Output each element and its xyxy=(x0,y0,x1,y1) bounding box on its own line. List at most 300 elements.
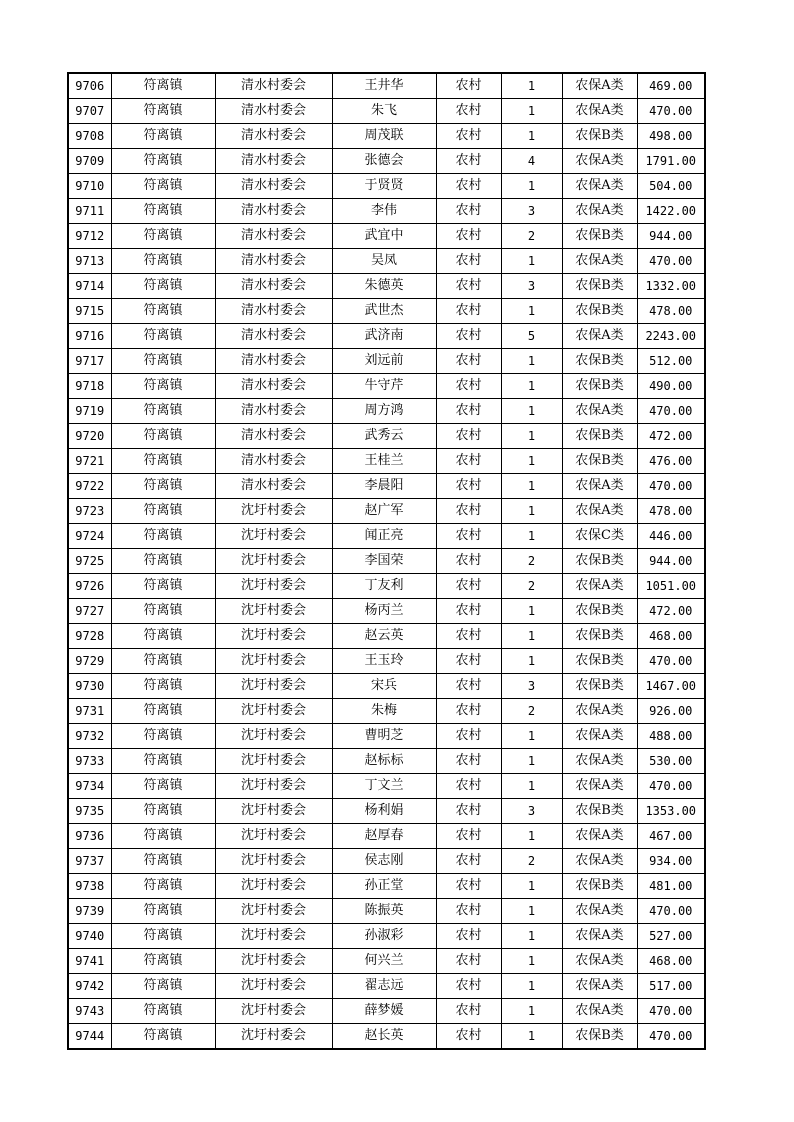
insurance-class-cell: 农保A类 xyxy=(562,824,637,849)
table-row xyxy=(68,549,705,574)
amount-cell: 470.00 xyxy=(637,249,705,274)
insurance-class-cell: 农保A类 xyxy=(562,73,637,99)
table-row xyxy=(68,649,705,674)
town-cell: 符离镇 xyxy=(111,949,215,974)
insurance-class-cell: 农保A类 xyxy=(562,849,637,874)
insurance-class-cell: 农保A类 xyxy=(562,774,637,799)
town-cell: 符离镇 xyxy=(111,399,215,424)
table-row xyxy=(68,73,705,99)
data-table xyxy=(67,72,706,1050)
village-committee-cell: 沈圩村委会 xyxy=(215,524,332,549)
town-cell: 符离镇 xyxy=(111,999,215,1024)
household-size-cell: 1 xyxy=(501,1024,562,1050)
household-size-cell: 1 xyxy=(501,874,562,899)
town-cell: 符离镇 xyxy=(111,199,215,224)
table-row xyxy=(68,574,705,599)
area-type-cell: 农村 xyxy=(436,549,501,574)
insurance-class-cell: 农保B类 xyxy=(562,424,637,449)
household-size-cell: 1 xyxy=(501,124,562,149)
insurance-class-cell: 农保B类 xyxy=(562,449,637,474)
insurance-class-cell: 农保C类 xyxy=(562,524,637,549)
table-row xyxy=(68,399,705,424)
area-type-cell: 农村 xyxy=(436,724,501,749)
area-type-cell: 农村 xyxy=(436,899,501,924)
name-cell: 王井华 xyxy=(332,73,436,99)
area-type-cell: 农村 xyxy=(436,474,501,499)
insurance-class-cell: 农保B类 xyxy=(562,599,637,624)
table-row xyxy=(68,474,705,499)
table-row xyxy=(68,99,705,124)
name-cell: 丁友利 xyxy=(332,574,436,599)
row-id-cell: 9735 xyxy=(68,799,111,824)
row-id-cell: 9717 xyxy=(68,349,111,374)
row-id-cell: 9712 xyxy=(68,224,111,249)
household-size-cell: 1 xyxy=(501,624,562,649)
name-cell: 杨利娟 xyxy=(332,799,436,824)
name-cell: 杨丙兰 xyxy=(332,599,436,624)
town-cell: 符离镇 xyxy=(111,524,215,549)
name-cell: 武济南 xyxy=(332,324,436,349)
household-size-cell: 1 xyxy=(501,749,562,774)
town-cell: 符离镇 xyxy=(111,849,215,874)
insurance-class-cell: 农保A类 xyxy=(562,999,637,1024)
village-committee-cell: 清水村委会 xyxy=(215,449,332,474)
insurance-class-cell: 农保A类 xyxy=(562,899,637,924)
area-type-cell: 农村 xyxy=(436,599,501,624)
name-cell: 朱飞 xyxy=(332,99,436,124)
insurance-class-cell: 农保A类 xyxy=(562,249,637,274)
insurance-class-cell: 农保A类 xyxy=(562,174,637,199)
amount-cell: 478.00 xyxy=(637,299,705,324)
insurance-class-cell: 农保A类 xyxy=(562,474,637,499)
table-row xyxy=(68,1024,705,1050)
amount-cell: 498.00 xyxy=(637,124,705,149)
area-type-cell: 农村 xyxy=(436,274,501,299)
household-size-cell: 1 xyxy=(501,474,562,499)
town-cell: 符离镇 xyxy=(111,749,215,774)
insurance-class-cell: 农保B类 xyxy=(562,674,637,699)
amount-cell: 1791.00 xyxy=(637,149,705,174)
insurance-class-cell: 农保B类 xyxy=(562,374,637,399)
amount-cell: 926.00 xyxy=(637,699,705,724)
town-cell: 符离镇 xyxy=(111,649,215,674)
area-type-cell: 农村 xyxy=(436,374,501,399)
row-id-cell: 9733 xyxy=(68,749,111,774)
town-cell: 符离镇 xyxy=(111,349,215,374)
village-committee-cell: 清水村委会 xyxy=(215,99,332,124)
name-cell: 赵广军 xyxy=(332,499,436,524)
table-row xyxy=(68,924,705,949)
area-type-cell: 农村 xyxy=(436,674,501,699)
household-size-cell: 1 xyxy=(501,73,562,99)
table-row xyxy=(68,124,705,149)
insurance-class-cell: 农保A类 xyxy=(562,499,637,524)
name-cell: 武秀云 xyxy=(332,424,436,449)
area-type-cell: 农村 xyxy=(436,1024,501,1050)
village-committee-cell: 沈圩村委会 xyxy=(215,724,332,749)
area-type-cell: 农村 xyxy=(436,949,501,974)
area-type-cell: 农村 xyxy=(436,449,501,474)
area-type-cell: 农村 xyxy=(436,799,501,824)
table-row xyxy=(68,274,705,299)
amount-cell: 488.00 xyxy=(637,724,705,749)
household-size-cell: 3 xyxy=(501,674,562,699)
household-size-cell: 4 xyxy=(501,149,562,174)
village-committee-cell: 清水村委会 xyxy=(215,249,332,274)
town-cell: 符离镇 xyxy=(111,924,215,949)
amount-cell: 481.00 xyxy=(637,874,705,899)
household-size-cell: 1 xyxy=(501,999,562,1024)
row-id-cell: 9732 xyxy=(68,724,111,749)
name-cell: 赵标标 xyxy=(332,749,436,774)
row-id-cell: 9744 xyxy=(68,1024,111,1050)
household-size-cell: 1 xyxy=(501,949,562,974)
area-type-cell: 农村 xyxy=(436,624,501,649)
household-size-cell: 2 xyxy=(501,574,562,599)
table-row xyxy=(68,249,705,274)
household-size-cell: 1 xyxy=(501,349,562,374)
table-row xyxy=(68,599,705,624)
amount-cell: 1353.00 xyxy=(637,799,705,824)
table-row xyxy=(68,524,705,549)
table-row xyxy=(68,774,705,799)
town-cell: 符离镇 xyxy=(111,724,215,749)
household-size-cell: 1 xyxy=(501,299,562,324)
town-cell: 符离镇 xyxy=(111,474,215,499)
table-row xyxy=(68,674,705,699)
town-cell: 符离镇 xyxy=(111,624,215,649)
town-cell: 符离镇 xyxy=(111,249,215,274)
amount-cell: 467.00 xyxy=(637,824,705,849)
insurance-class-cell: 农保B类 xyxy=(562,549,637,574)
household-size-cell: 3 xyxy=(501,199,562,224)
village-committee-cell: 清水村委会 xyxy=(215,424,332,449)
village-committee-cell: 清水村委会 xyxy=(215,149,332,174)
household-size-cell: 1 xyxy=(501,99,562,124)
village-committee-cell: 沈圩村委会 xyxy=(215,899,332,924)
table-row xyxy=(68,149,705,174)
village-committee-cell: 沈圩村委会 xyxy=(215,949,332,974)
amount-cell: 478.00 xyxy=(637,499,705,524)
amount-cell: 1467.00 xyxy=(637,674,705,699)
village-committee-cell: 清水村委会 xyxy=(215,324,332,349)
name-cell: 闻正亮 xyxy=(332,524,436,549)
table-row xyxy=(68,349,705,374)
town-cell: 符离镇 xyxy=(111,149,215,174)
table-row xyxy=(68,974,705,999)
table-row xyxy=(68,374,705,399)
row-id-cell: 9734 xyxy=(68,774,111,799)
name-cell: 翟志远 xyxy=(332,974,436,999)
row-id-cell: 9721 xyxy=(68,449,111,474)
village-committee-cell: 沈圩村委会 xyxy=(215,574,332,599)
village-committee-cell: 清水村委会 xyxy=(215,349,332,374)
name-cell: 张德会 xyxy=(332,149,436,174)
amount-cell: 527.00 xyxy=(637,924,705,949)
village-committee-cell: 沈圩村委会 xyxy=(215,799,332,824)
insurance-class-cell: 农保A类 xyxy=(562,749,637,774)
name-cell: 武世杰 xyxy=(332,299,436,324)
town-cell: 符离镇 xyxy=(111,449,215,474)
table-row xyxy=(68,224,705,249)
insurance-class-cell: 农保B类 xyxy=(562,649,637,674)
town-cell: 符离镇 xyxy=(111,324,215,349)
name-cell: 武宜中 xyxy=(332,224,436,249)
amount-cell: 470.00 xyxy=(637,649,705,674)
row-id-cell: 9742 xyxy=(68,974,111,999)
village-committee-cell: 沈圩村委会 xyxy=(215,824,332,849)
table-row xyxy=(68,299,705,324)
name-cell: 王桂兰 xyxy=(332,449,436,474)
insurance-class-cell: 农保A类 xyxy=(562,574,637,599)
row-id-cell: 9718 xyxy=(68,374,111,399)
area-type-cell: 农村 xyxy=(436,299,501,324)
insurance-class-cell: 农保A类 xyxy=(562,399,637,424)
amount-cell: 470.00 xyxy=(637,999,705,1024)
area-type-cell: 农村 xyxy=(436,749,501,774)
row-id-cell: 9719 xyxy=(68,399,111,424)
table-row xyxy=(68,799,705,824)
row-id-cell: 9739 xyxy=(68,899,111,924)
amount-cell: 470.00 xyxy=(637,1024,705,1050)
village-committee-cell: 沈圩村委会 xyxy=(215,499,332,524)
row-id-cell: 9713 xyxy=(68,249,111,274)
table-row xyxy=(68,724,705,749)
name-cell: 周茂联 xyxy=(332,124,436,149)
town-cell: 符离镇 xyxy=(111,374,215,399)
village-committee-cell: 清水村委会 xyxy=(215,374,332,399)
village-committee-cell: 沈圩村委会 xyxy=(215,1024,332,1050)
town-cell: 符离镇 xyxy=(111,124,215,149)
insurance-class-cell: 农保A类 xyxy=(562,949,637,974)
name-cell: 孙淑彩 xyxy=(332,924,436,949)
town-cell: 符离镇 xyxy=(111,574,215,599)
town-cell: 符离镇 xyxy=(111,73,215,99)
area-type-cell: 农村 xyxy=(436,499,501,524)
amount-cell: 472.00 xyxy=(637,599,705,624)
town-cell: 符离镇 xyxy=(111,674,215,699)
area-type-cell: 农村 xyxy=(436,874,501,899)
amount-cell: 2243.00 xyxy=(637,324,705,349)
row-id-cell: 9737 xyxy=(68,849,111,874)
table-row xyxy=(68,174,705,199)
town-cell: 符离镇 xyxy=(111,874,215,899)
name-cell: 李伟 xyxy=(332,199,436,224)
name-cell: 于贤贤 xyxy=(332,174,436,199)
area-type-cell: 农村 xyxy=(436,999,501,1024)
name-cell: 何兴兰 xyxy=(332,949,436,974)
village-committee-cell: 沈圩村委会 xyxy=(215,924,332,949)
row-id-cell: 9731 xyxy=(68,699,111,724)
row-id-cell: 9740 xyxy=(68,924,111,949)
town-cell: 符离镇 xyxy=(111,99,215,124)
name-cell: 宋兵 xyxy=(332,674,436,699)
insurance-class-cell: 农保A类 xyxy=(562,924,637,949)
area-type-cell: 农村 xyxy=(436,199,501,224)
amount-cell: 470.00 xyxy=(637,774,705,799)
amount-cell: 1332.00 xyxy=(637,274,705,299)
name-cell: 丁文兰 xyxy=(332,774,436,799)
area-type-cell: 农村 xyxy=(436,249,501,274)
insurance-class-cell: 农保B类 xyxy=(562,224,637,249)
name-cell: 王玉玲 xyxy=(332,649,436,674)
area-type-cell: 农村 xyxy=(436,349,501,374)
amount-cell: 472.00 xyxy=(637,424,705,449)
household-size-cell: 1 xyxy=(501,824,562,849)
table-row xyxy=(68,699,705,724)
town-cell: 符离镇 xyxy=(111,699,215,724)
row-id-cell: 9738 xyxy=(68,874,111,899)
town-cell: 符离镇 xyxy=(111,299,215,324)
area-type-cell: 农村 xyxy=(436,424,501,449)
row-id-cell: 9729 xyxy=(68,649,111,674)
town-cell: 符离镇 xyxy=(111,899,215,924)
household-size-cell: 1 xyxy=(501,599,562,624)
name-cell: 薛梦媛 xyxy=(332,999,436,1024)
village-committee-cell: 沈圩村委会 xyxy=(215,699,332,724)
household-size-cell: 1 xyxy=(501,974,562,999)
village-committee-cell: 清水村委会 xyxy=(215,73,332,99)
insurance-class-cell: 农保A类 xyxy=(562,699,637,724)
table-row xyxy=(68,449,705,474)
household-size-cell: 1 xyxy=(501,249,562,274)
amount-cell: 517.00 xyxy=(637,974,705,999)
row-id-cell: 9725 xyxy=(68,549,111,574)
row-id-cell: 9724 xyxy=(68,524,111,549)
area-type-cell: 农村 xyxy=(436,924,501,949)
insurance-class-cell: 农保A类 xyxy=(562,324,637,349)
area-type-cell: 农村 xyxy=(436,774,501,799)
village-committee-cell: 清水村委会 xyxy=(215,274,332,299)
household-size-cell: 3 xyxy=(501,799,562,824)
row-id-cell: 9706 xyxy=(68,73,111,99)
table-row xyxy=(68,899,705,924)
town-cell: 符离镇 xyxy=(111,599,215,624)
row-id-cell: 9709 xyxy=(68,149,111,174)
amount-cell: 470.00 xyxy=(637,99,705,124)
amount-cell: 944.00 xyxy=(637,549,705,574)
row-id-cell: 9726 xyxy=(68,574,111,599)
village-committee-cell: 清水村委会 xyxy=(215,299,332,324)
row-id-cell: 9730 xyxy=(68,674,111,699)
row-id-cell: 9741 xyxy=(68,949,111,974)
insurance-class-cell: 农保B类 xyxy=(562,299,637,324)
row-id-cell: 9716 xyxy=(68,324,111,349)
area-type-cell: 农村 xyxy=(436,824,501,849)
town-cell: 符离镇 xyxy=(111,824,215,849)
name-cell: 赵云英 xyxy=(332,624,436,649)
household-size-cell: 1 xyxy=(501,499,562,524)
table-row xyxy=(68,874,705,899)
name-cell: 孙正堂 xyxy=(332,874,436,899)
village-committee-cell: 清水村委会 xyxy=(215,199,332,224)
household-size-cell: 2 xyxy=(501,699,562,724)
town-cell: 符离镇 xyxy=(111,224,215,249)
village-committee-cell: 沈圩村委会 xyxy=(215,849,332,874)
area-type-cell: 农村 xyxy=(436,974,501,999)
amount-cell: 530.00 xyxy=(637,749,705,774)
amount-cell: 470.00 xyxy=(637,399,705,424)
household-size-cell: 1 xyxy=(501,724,562,749)
name-cell: 朱梅 xyxy=(332,699,436,724)
area-type-cell: 农村 xyxy=(436,399,501,424)
row-id-cell: 9728 xyxy=(68,624,111,649)
town-cell: 符离镇 xyxy=(111,174,215,199)
amount-cell: 934.00 xyxy=(637,849,705,874)
row-id-cell: 9715 xyxy=(68,299,111,324)
village-committee-cell: 沈圩村委会 xyxy=(215,649,332,674)
amount-cell: 446.00 xyxy=(637,524,705,549)
name-cell: 曹明芝 xyxy=(332,724,436,749)
area-type-cell: 农村 xyxy=(436,149,501,174)
household-size-cell: 2 xyxy=(501,849,562,874)
amount-cell: 476.00 xyxy=(637,449,705,474)
insurance-class-cell: 农保B类 xyxy=(562,874,637,899)
amount-cell: 1051.00 xyxy=(637,574,705,599)
household-size-cell: 1 xyxy=(501,374,562,399)
amount-cell: 468.00 xyxy=(637,949,705,974)
amount-cell: 490.00 xyxy=(637,374,705,399)
name-cell: 李晨阳 xyxy=(332,474,436,499)
amount-cell: 504.00 xyxy=(637,174,705,199)
village-committee-cell: 沈圩村委会 xyxy=(215,549,332,574)
insurance-class-cell: 农保B类 xyxy=(562,799,637,824)
amount-cell: 469.00 xyxy=(637,73,705,99)
household-size-cell: 1 xyxy=(501,899,562,924)
row-id-cell: 9711 xyxy=(68,199,111,224)
row-id-cell: 9708 xyxy=(68,124,111,149)
table-row xyxy=(68,199,705,224)
village-committee-cell: 沈圩村委会 xyxy=(215,674,332,699)
amount-cell: 1422.00 xyxy=(637,199,705,224)
insurance-class-cell: 农保B类 xyxy=(562,124,637,149)
table-row xyxy=(68,624,705,649)
area-type-cell: 农村 xyxy=(436,124,501,149)
area-type-cell: 农村 xyxy=(436,699,501,724)
name-cell: 侯志刚 xyxy=(332,849,436,874)
name-cell: 朱德英 xyxy=(332,274,436,299)
area-type-cell: 农村 xyxy=(436,99,501,124)
area-type-cell: 农村 xyxy=(436,849,501,874)
row-id-cell: 9710 xyxy=(68,174,111,199)
household-size-cell: 5 xyxy=(501,324,562,349)
table-row xyxy=(68,749,705,774)
table-body xyxy=(68,73,705,1049)
insurance-class-cell: 农保A类 xyxy=(562,724,637,749)
area-type-cell: 农村 xyxy=(436,524,501,549)
village-committee-cell: 沈圩村委会 xyxy=(215,774,332,799)
insurance-class-cell: 农保B类 xyxy=(562,1024,637,1050)
insurance-class-cell: 农保A类 xyxy=(562,99,637,124)
town-cell: 符离镇 xyxy=(111,549,215,574)
village-committee-cell: 沈圩村委会 xyxy=(215,624,332,649)
insurance-class-cell: 农保B类 xyxy=(562,274,637,299)
household-size-cell: 1 xyxy=(501,424,562,449)
village-committee-cell: 沈圩村委会 xyxy=(215,974,332,999)
name-cell: 周方鸿 xyxy=(332,399,436,424)
village-committee-cell: 清水村委会 xyxy=(215,474,332,499)
village-committee-cell: 沈圩村委会 xyxy=(215,599,332,624)
area-type-cell: 农村 xyxy=(436,174,501,199)
area-type-cell: 农村 xyxy=(436,574,501,599)
amount-cell: 470.00 xyxy=(637,899,705,924)
town-cell: 符离镇 xyxy=(111,424,215,449)
name-cell: 刘远前 xyxy=(332,349,436,374)
table-row xyxy=(68,949,705,974)
town-cell: 符离镇 xyxy=(111,1024,215,1050)
amount-cell: 470.00 xyxy=(637,474,705,499)
row-id-cell: 9714 xyxy=(68,274,111,299)
